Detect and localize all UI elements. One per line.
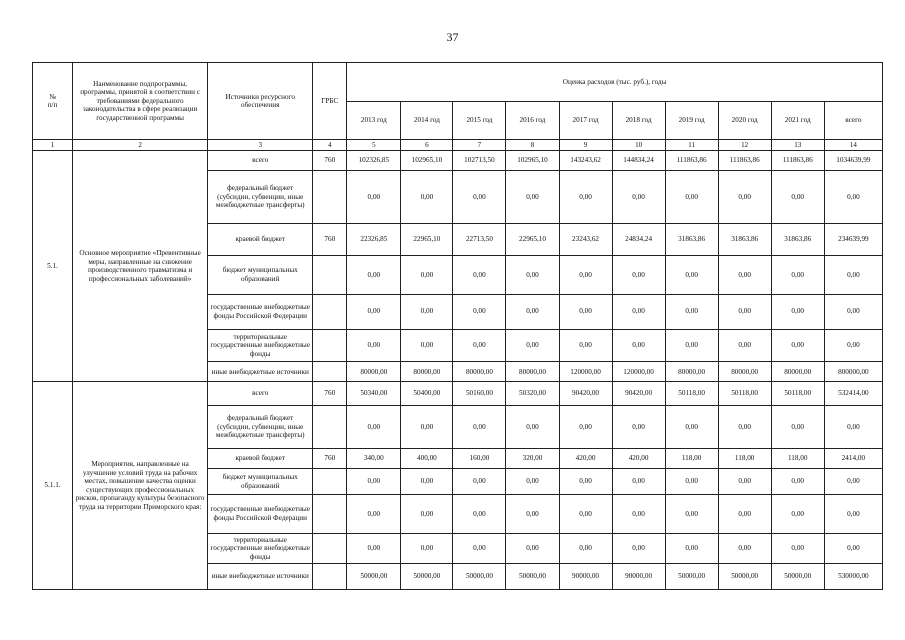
amount-cell: 111863,86 <box>718 150 771 170</box>
amount-cell: 0,00 <box>453 495 506 534</box>
amount-cell: 0,00 <box>347 255 401 294</box>
amount-cell: 0,00 <box>506 294 559 329</box>
amount-cell: 0,00 <box>401 294 453 329</box>
amount-cell: 24834,24 <box>612 223 665 255</box>
amount-cell: 420,00 <box>559 448 612 468</box>
funding-source: иные внебюджетные источники <box>208 564 313 590</box>
amount-cell: 0,00 <box>718 171 771 224</box>
amount-cell: 0,00 <box>612 495 665 534</box>
amount-cell: 0,00 <box>559 294 612 329</box>
amount-cell: 160,00 <box>453 448 506 468</box>
funding-source: федеральный бюджет (субсидии, субвенции, иные межбюджетные трансферты) <box>208 406 313 449</box>
amount-cell: 50000,00 <box>347 564 401 590</box>
item-number: 5.1.1. <box>33 382 73 590</box>
amount-cell: 0,00 <box>771 294 824 329</box>
amount-cell: 102965,10 <box>401 150 453 170</box>
amount-cell: 118,00 <box>771 448 824 468</box>
budget-table <box>32 62 883 590</box>
amount-cell: 0,00 <box>824 469 882 495</box>
grbs-code: 760 <box>313 382 347 406</box>
grbs-code <box>313 329 347 361</box>
amount-cell: 0,00 <box>506 329 559 361</box>
amount-cell: 0,00 <box>612 469 665 495</box>
amount-cell: 0,00 <box>665 255 718 294</box>
amount-cell: 0,00 <box>665 469 718 495</box>
header-year: 2019 год <box>665 101 718 140</box>
header-year: 2017 год <box>559 101 612 140</box>
amount-cell: 0,00 <box>718 255 771 294</box>
amount-cell: 0,00 <box>612 329 665 361</box>
amount-cell: 0,00 <box>824 255 882 294</box>
amount-cell: 50000,00 <box>453 564 506 590</box>
amount-cell: 80000,00 <box>718 362 771 382</box>
amount-cell: 50000,00 <box>506 564 559 590</box>
amount-cell: 0,00 <box>347 469 401 495</box>
amount-cell: 0,00 <box>718 533 771 564</box>
amount-cell: 0,00 <box>401 406 453 449</box>
amount-cell: 0,00 <box>453 294 506 329</box>
header-year: 2018 год <box>612 101 665 140</box>
funding-source: государственные внебюджетные фонды Российской Федерации <box>208 294 313 329</box>
amount-cell: 0,00 <box>401 495 453 534</box>
amount-cell: 532414,00 <box>824 382 882 406</box>
grbs-code <box>313 255 347 294</box>
grbs-code <box>313 362 347 382</box>
amount-cell: 118,00 <box>665 448 718 468</box>
column-number: 3 <box>208 140 313 151</box>
page-number: 37 <box>446 30 459 44</box>
amount-cell: 0,00 <box>771 329 824 361</box>
amount-cell: 102713,50 <box>453 150 506 170</box>
amount-cell: 90420,00 <box>612 382 665 406</box>
header-source: Источники ресурсного обеспечения <box>208 63 313 140</box>
amount-cell: 22326,85 <box>347 223 401 255</box>
amount-cell: 0,00 <box>771 469 824 495</box>
amount-cell: 120000,00 <box>612 362 665 382</box>
amount-cell: 0,00 <box>506 171 559 224</box>
column-number: 11 <box>665 140 718 151</box>
amount-cell: 0,00 <box>559 171 612 224</box>
amount-cell: 1034639,99 <box>824 150 882 170</box>
amount-cell: 0,00 <box>665 171 718 224</box>
amount-cell: 0,00 <box>824 329 882 361</box>
funding-source: территориальные государственные внебюджетные фонды <box>208 533 313 564</box>
header-name: Наименование подпрограммы, программы, принятой в соответствии с требованиями федерального законодательства в сфере реализации государственной программы <box>73 63 208 140</box>
funding-source: всего <box>208 150 313 170</box>
amount-cell: 118,00 <box>718 448 771 468</box>
amount-cell: 0,00 <box>771 255 824 294</box>
header-year: 2020 год <box>718 101 771 140</box>
grbs-code <box>313 406 347 449</box>
header-year: 2013 год <box>347 101 401 140</box>
amount-cell: 90000,00 <box>612 564 665 590</box>
amount-cell: 0,00 <box>453 533 506 564</box>
grbs-code <box>313 294 347 329</box>
header-num: № п/п <box>33 63 73 140</box>
column-number: 4 <box>313 140 347 151</box>
amount-cell: 50000,00 <box>718 564 771 590</box>
amount-cell: 0,00 <box>347 533 401 564</box>
header-year: 2014 год <box>401 101 453 140</box>
amount-cell: 0,00 <box>718 329 771 361</box>
amount-cell: 0,00 <box>771 495 824 534</box>
amount-cell: 2414,00 <box>824 448 882 468</box>
amount-cell: 23243,62 <box>559 223 612 255</box>
amount-cell: 0,00 <box>824 171 882 224</box>
column-number: 14 <box>824 140 882 151</box>
amount-cell: 400,00 <box>401 448 453 468</box>
amount-cell: 0,00 <box>559 533 612 564</box>
amount-cell: 31863,86 <box>771 223 824 255</box>
amount-cell: 80000,00 <box>771 362 824 382</box>
funding-source: иные внебюджетные источники <box>208 362 313 382</box>
amount-cell: 0,00 <box>506 533 559 564</box>
column-number: 8 <box>506 140 559 151</box>
amount-cell: 0,00 <box>453 329 506 361</box>
amount-cell: 0,00 <box>347 294 401 329</box>
amount-cell: 234639,99 <box>824 223 882 255</box>
header-year: 2021 год <box>771 101 824 140</box>
amount-cell: 50320,00 <box>506 382 559 406</box>
column-number: 6 <box>401 140 453 151</box>
column-number: 10 <box>612 140 665 151</box>
grbs-code <box>313 495 347 534</box>
item-number: 5.1. <box>33 150 73 382</box>
amount-cell: 340,00 <box>347 448 401 468</box>
column-number: 2 <box>73 140 208 151</box>
amount-cell: 80000,00 <box>401 362 453 382</box>
amount-cell: 0,00 <box>665 329 718 361</box>
amount-cell: 90000,00 <box>559 564 612 590</box>
amount-cell: 0,00 <box>718 294 771 329</box>
amount-cell: 0,00 <box>771 533 824 564</box>
funding-source: территориальные государственные внебюджетные фонды <box>208 329 313 361</box>
amount-cell: 0,00 <box>506 469 559 495</box>
grbs-code: 760 <box>313 223 347 255</box>
amount-cell: 0,00 <box>665 294 718 329</box>
amount-cell: 50118,00 <box>771 382 824 406</box>
amount-cell: 0,00 <box>453 255 506 294</box>
amount-cell: 0,00 <box>665 533 718 564</box>
amount-cell: 0,00 <box>401 255 453 294</box>
amount-cell: 0,00 <box>347 329 401 361</box>
amount-cell: 0,00 <box>718 469 771 495</box>
amount-cell: 0,00 <box>401 329 453 361</box>
amount-cell: 0,00 <box>824 294 882 329</box>
amount-cell: 0,00 <box>506 255 559 294</box>
column-number: 1 <box>33 140 73 151</box>
amount-cell: 80000,00 <box>453 362 506 382</box>
amount-cell: 0,00 <box>506 495 559 534</box>
item-name: Основное мероприятие «Превентивные меры, направленные на снижение производственного травматизма и профессиональных заболеваний» <box>73 150 208 382</box>
amount-cell: 0,00 <box>453 171 506 224</box>
grbs-code <box>313 533 347 564</box>
grbs-code <box>313 469 347 495</box>
amount-cell: 120000,00 <box>559 362 612 382</box>
amount-cell: 0,00 <box>771 406 824 449</box>
amount-cell: 90420,00 <box>559 382 612 406</box>
amount-cell: 0,00 <box>347 495 401 534</box>
amount-cell: 31863,86 <box>665 223 718 255</box>
amount-cell: 530000,00 <box>824 564 882 590</box>
amount-cell: 0,00 <box>824 533 882 564</box>
amount-cell: 0,00 <box>559 329 612 361</box>
amount-cell: 50000,00 <box>665 564 718 590</box>
amount-cell: 31863,86 <box>718 223 771 255</box>
amount-cell: 50160,00 <box>453 382 506 406</box>
amount-cell: 80000,00 <box>347 362 401 382</box>
amount-cell: 0,00 <box>824 406 882 449</box>
amount-cell: 144834,24 <box>612 150 665 170</box>
amount-cell: 102326,85 <box>347 150 401 170</box>
amount-cell: 50118,00 <box>665 382 718 406</box>
grbs-code <box>313 564 347 590</box>
table-row <box>33 382 883 406</box>
amount-cell: 0,00 <box>559 469 612 495</box>
amount-cell: 50400,00 <box>401 382 453 406</box>
grbs-code: 760 <box>313 448 347 468</box>
table-row <box>33 150 883 170</box>
amount-cell: 0,00 <box>559 495 612 534</box>
funding-source: всего <box>208 382 313 406</box>
amount-cell: 111863,86 <box>665 150 718 170</box>
amount-cell: 0,00 <box>612 255 665 294</box>
amount-cell: 50340,00 <box>347 382 401 406</box>
amount-cell: 0,00 <box>559 406 612 449</box>
header-estimate: Оценка расходов (тыс. руб.), годы <box>347 63 883 102</box>
amount-cell: 50000,00 <box>771 564 824 590</box>
item-name: Мероприятия, направленные на улучшение условий труда на рабочих местах, повышение качества оценки существующих профессиональных рисков, пропаганду культуры безопасного труда на территории Приморского края: <box>73 382 208 590</box>
funding-source: краевой бюджет <box>208 448 313 468</box>
amount-cell: 80000,00 <box>665 362 718 382</box>
amount-cell: 0,00 <box>453 469 506 495</box>
amount-cell: 0,00 <box>771 171 824 224</box>
amount-cell: 0,00 <box>506 406 559 449</box>
header-year: 2016 год <box>506 101 559 140</box>
amount-cell: 143243,62 <box>559 150 612 170</box>
funding-source: государственные внебюджетные фонды Российской Федерации <box>208 495 313 534</box>
amount-cell: 0,00 <box>559 255 612 294</box>
amount-cell: 0,00 <box>401 533 453 564</box>
amount-cell: 102965,10 <box>506 150 559 170</box>
amount-cell: 111863,86 <box>771 150 824 170</box>
amount-cell: 320,00 <box>506 448 559 468</box>
column-number: 13 <box>771 140 824 151</box>
amount-cell: 0,00 <box>612 171 665 224</box>
amount-cell: 50000,00 <box>401 564 453 590</box>
funding-source: краевой бюджет <box>208 223 313 255</box>
funding-source: бюджет муниципальных образований <box>208 255 313 294</box>
amount-cell: 0,00 <box>718 406 771 449</box>
amount-cell: 0,00 <box>401 171 453 224</box>
amount-cell: 0,00 <box>612 533 665 564</box>
funding-source: бюджет муниципальных образований <box>208 469 313 495</box>
amount-cell: 0,00 <box>612 294 665 329</box>
amount-cell: 22713,50 <box>453 223 506 255</box>
amount-cell: 50118,00 <box>718 382 771 406</box>
header-grbs: ГРБС <box>313 63 347 140</box>
amount-cell: 0,00 <box>401 469 453 495</box>
amount-cell: 420,00 <box>612 448 665 468</box>
grbs-code: 760 <box>313 150 347 170</box>
column-number: 9 <box>559 140 612 151</box>
column-number: 12 <box>718 140 771 151</box>
amount-cell: 0,00 <box>347 171 401 224</box>
amount-cell: 80000,00 <box>506 362 559 382</box>
amount-cell: 0,00 <box>824 495 882 534</box>
amount-cell: 22965,10 <box>401 223 453 255</box>
header-year: всего <box>824 101 882 140</box>
amount-cell: 0,00 <box>347 406 401 449</box>
amount-cell: 800000,00 <box>824 362 882 382</box>
header-year: 2015 год <box>453 101 506 140</box>
grbs-code <box>313 171 347 224</box>
amount-cell: 0,00 <box>665 406 718 449</box>
column-number: 5 <box>347 140 401 151</box>
amount-cell: 0,00 <box>718 495 771 534</box>
amount-cell: 0,00 <box>453 406 506 449</box>
column-number: 7 <box>453 140 506 151</box>
amount-cell: 0,00 <box>612 406 665 449</box>
amount-cell: 22965,10 <box>506 223 559 255</box>
amount-cell: 0,00 <box>665 495 718 534</box>
funding-source: федеральный бюджет (субсидии, субвенции, иные межбюджетные трансферты) <box>208 171 313 224</box>
